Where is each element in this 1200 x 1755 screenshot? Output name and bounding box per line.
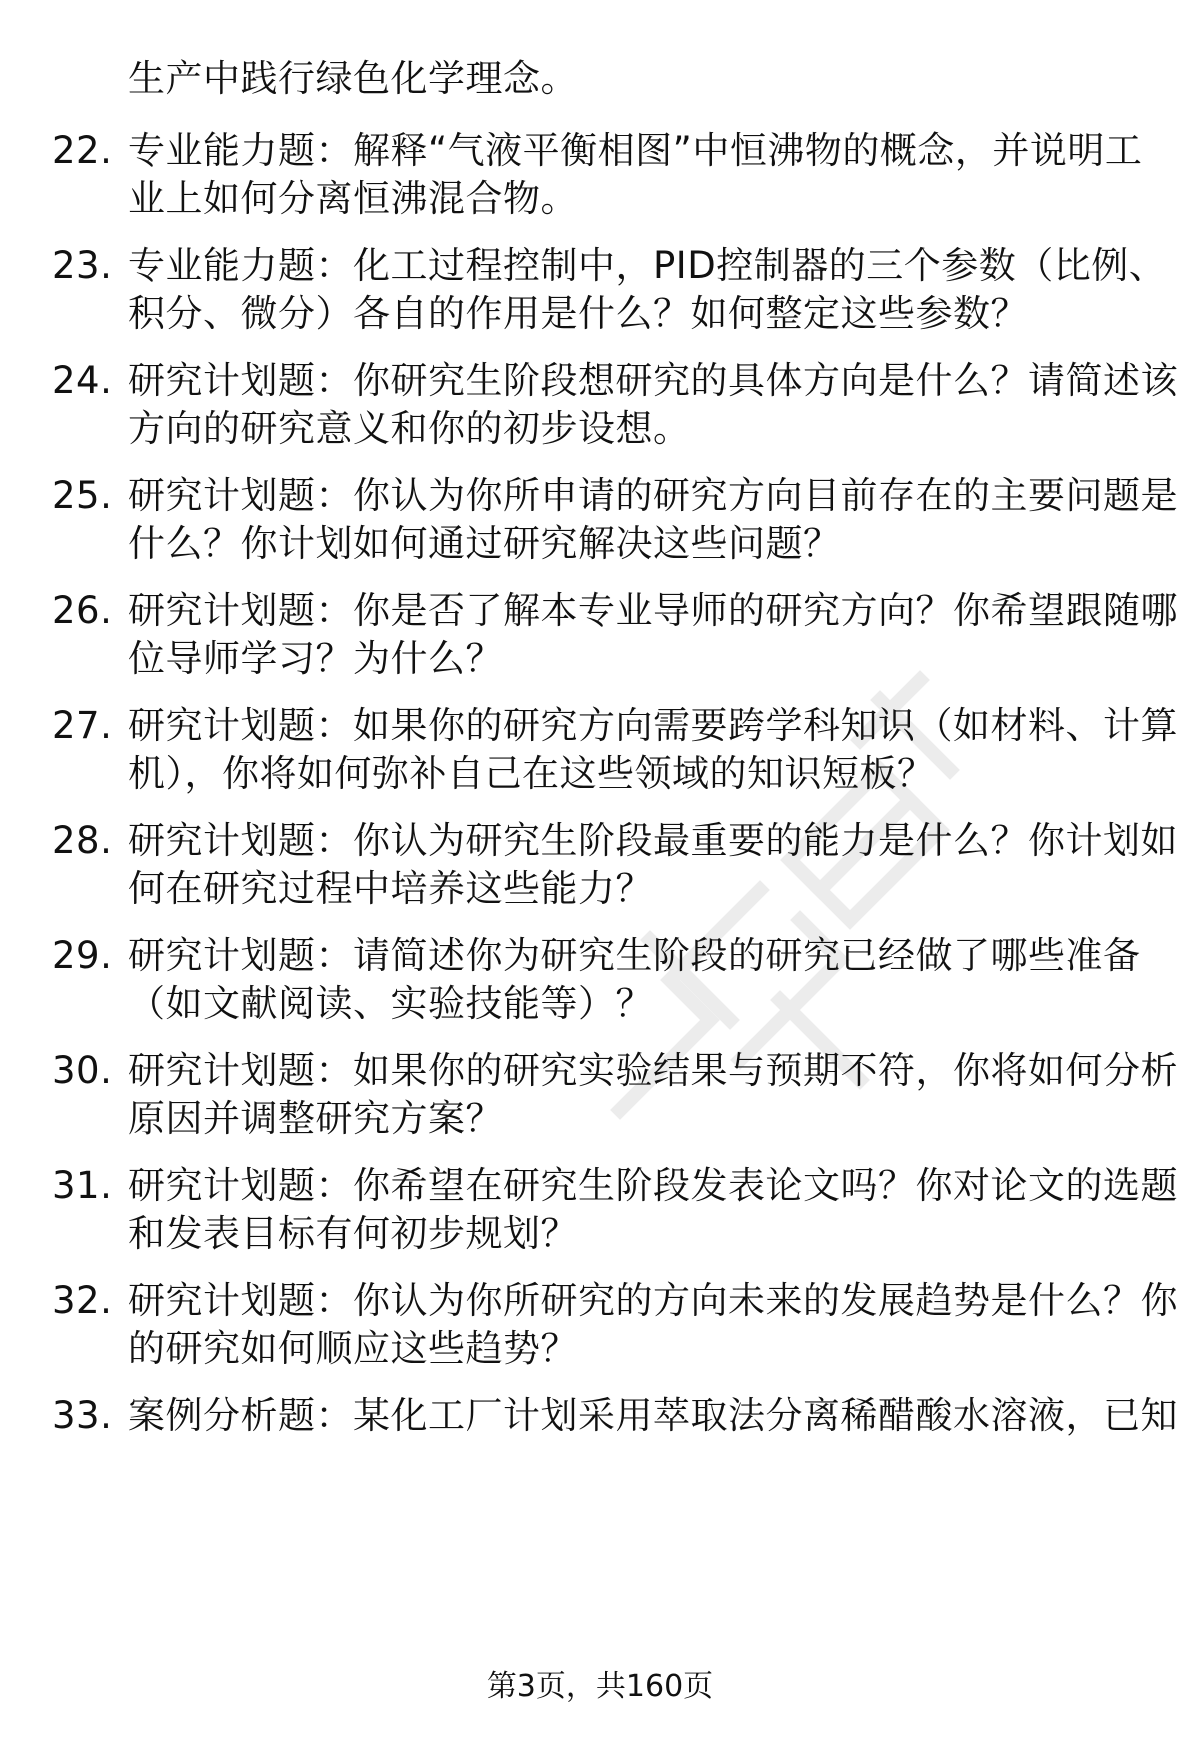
item-number: 23.: [52, 244, 113, 287]
item-number: 24.: [52, 359, 113, 402]
item-number: 31.: [52, 1164, 113, 1207]
item-text: 原因并调整研究方案？: [128, 1097, 503, 1140]
item-text: 案例分析题：某化工厂计划采用萃取法分离稀醋酸水溶液，已知: [128, 1394, 1178, 1437]
item-number: 22.: [52, 129, 113, 172]
item-text: （如文献阅读、实验技能等）？: [128, 982, 653, 1025]
item-text: 业上如何分离恒沸混合物。: [128, 177, 578, 220]
item-text: 研究计划题：如果你的研究实验结果与预期不符，你将如何分析: [128, 1049, 1178, 1092]
item-text: 何在研究过程中培养这些能力？: [128, 867, 653, 910]
item-text: 研究计划题：你认为你所研究的方向未来的发展趋势是什么？你: [128, 1279, 1178, 1322]
item-text: 方向的研究意义和你的初步设想。: [128, 407, 691, 450]
item-number: 33.: [52, 1394, 113, 1437]
page-footer: 第3页，共160页: [486, 1669, 714, 1704]
continuation-text: 生产中践行绿色化学理念。: [128, 57, 578, 100]
item-number: 25.: [52, 474, 113, 517]
item-text: 什么？你计划如何通过研究解决这些问题？: [128, 522, 841, 565]
item-text: 积分、微分）各自的作用是什么？如何整定这些参数？: [128, 292, 1028, 335]
item-number: 27.: [52, 704, 113, 747]
item-text: 研究计划题：你研究生阶段想研究的具体方向是什么？请简述该: [128, 359, 1178, 402]
item-text: 专业能力题：化工过程控制中，PID控制器的三个参数（比例、: [128, 244, 1167, 287]
item-text: 专业能力题：解释“气液平衡相图”中恒沸物的概念，并说明工: [128, 129, 1143, 172]
item-text: 研究计划题：你是否了解本专业导师的研究方向？你希望跟随哪: [128, 589, 1178, 632]
item-text: 研究计划题：你认为研究生阶段最重要的能力是什么？你计划如: [128, 819, 1178, 862]
item-text: 机），你将如何弥补自己在这些领域的知识短板？: [128, 752, 935, 795]
item-number: 28.: [52, 819, 113, 862]
item-number: 30.: [52, 1049, 113, 1092]
item-text: 的研究如何顺应这些趋势？: [128, 1327, 578, 1370]
item-number: 26.: [52, 589, 113, 632]
item-text: 研究计划题：请简述你为研究生阶段的研究已经做了哪些准备: [128, 934, 1141, 977]
item-text: 和发表目标有何初步规划？: [128, 1212, 578, 1255]
item-text: 研究计划题：你希望在研究生阶段发表论文吗？你对论文的选题: [128, 1164, 1178, 1207]
item-number: 32.: [52, 1279, 113, 1322]
item-text: 位导师学习？为什么？: [128, 637, 503, 680]
item-number: 29.: [52, 934, 113, 977]
item-text: 研究计划题：你认为你所申请的研究方向目前存在的主要问题是: [128, 474, 1178, 517]
item-text: 研究计划题：如果你的研究方向需要跨学科知识（如材料、计算: [128, 704, 1178, 747]
